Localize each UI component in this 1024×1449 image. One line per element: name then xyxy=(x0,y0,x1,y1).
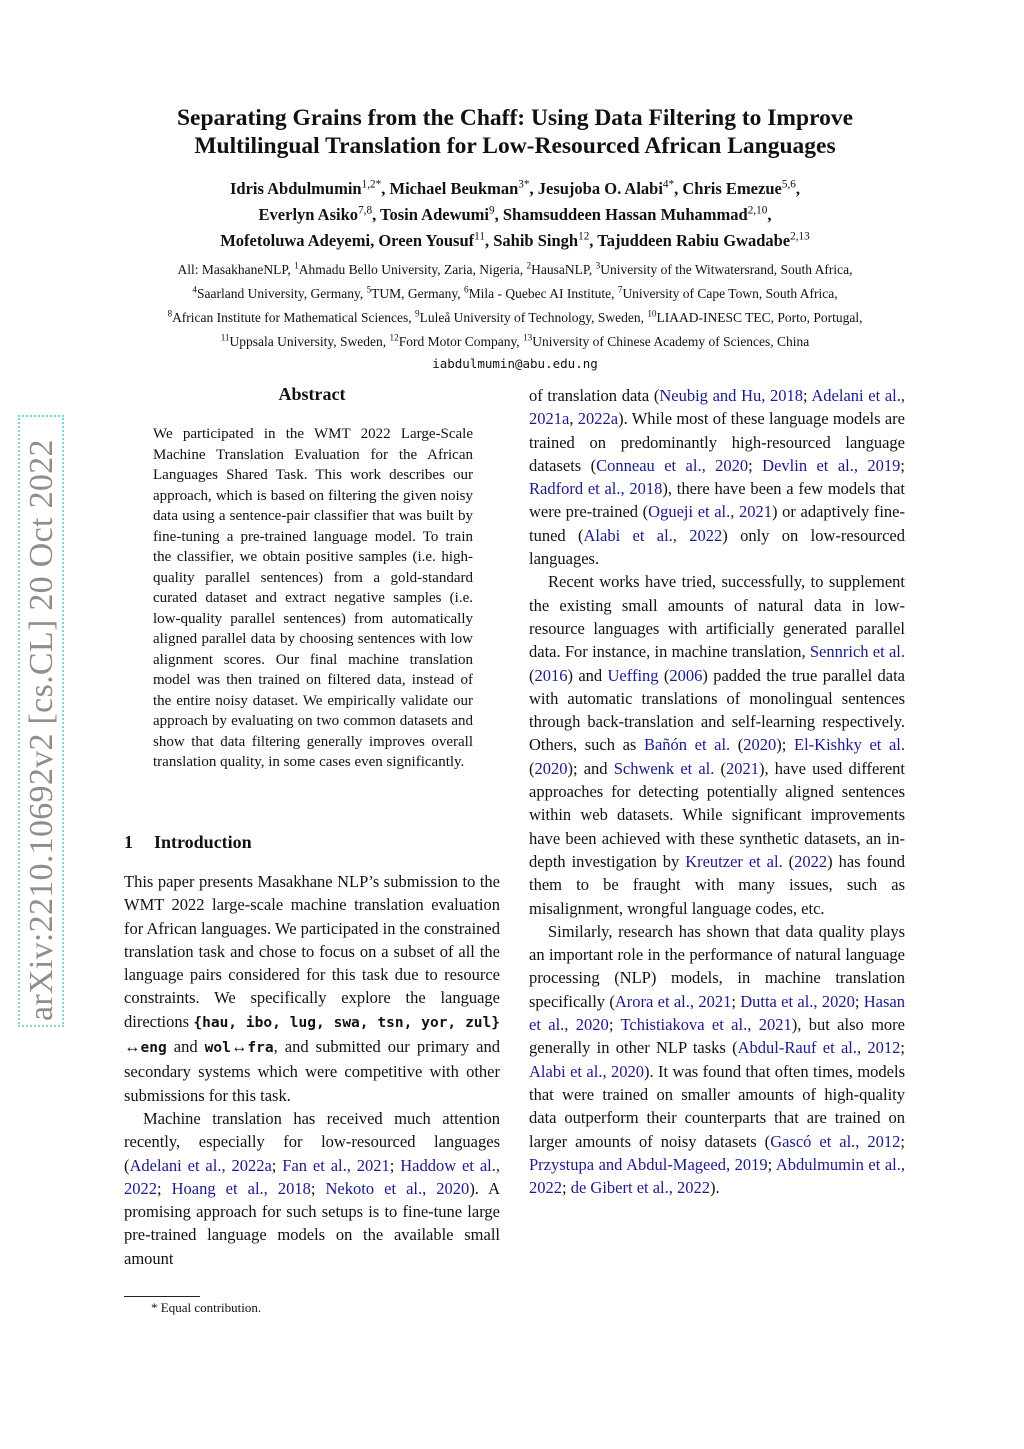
citation-year[interactable]: 2021 xyxy=(726,758,760,778)
citation-link[interactable]: Hasan et al., 2020 xyxy=(529,991,905,1035)
citation-link[interactable]: Abdulmumin et al., 2022 xyxy=(529,1154,905,1198)
citation-link[interactable]: Przystupa and Abdul-Mageed, 2019 xyxy=(529,1154,768,1174)
citation-link[interactable]: Alabi et al., 2020 xyxy=(529,1061,644,1081)
affiliations: All: MasakhaneNLP, $^1$Ahmadu Bello University, Zaria, Nigeria, $^2$HausaNLP, $^3$University of the Witwatersrand, South Africa, $^4$Saarland University, Germany, $^5$TUM, Germany, $^6$Mila - Quebec AI Institute, $^7$University of Cape Town, South Africa, $^8$African Institute for Mathematical Sciences, $^9$Luleå University of Technology, Sweden, $^{10}$LIAAD-INESC TEC, Porto, Portugal, $^{11}$Uppsala University, Sweden, $^{12}$Ford Motor Company, $^{13}$University of Chinese Academy of Sciences, China xyxy=(167,260,863,349)
title-line-2: Multilingual Translation for Low-Resourced African Languages xyxy=(194,133,836,159)
citation-link[interactable]: Dutta et al., 2020 xyxy=(740,991,855,1011)
citation-link[interactable]: Bañón et al. xyxy=(643,735,731,755)
paper-title xyxy=(100,104,930,160)
author-name: Mofetoluwa Adeyemi xyxy=(220,231,371,250)
citation-link[interactable]: Devlin et al., 2019 xyxy=(762,455,901,475)
citation-link[interactable]: Radford et al., 2018 xyxy=(529,479,663,499)
citation-link[interactable]: de Gibert et al., 2022 xyxy=(570,1178,711,1198)
author-name: Tosin Adewumi xyxy=(380,205,489,224)
footnote: * Equal contribution. xyxy=(151,1300,262,1315)
right-paragraph-1: of translation data (Neubig and Hu, 2018; Adelani et al., 2021a, 2022a). While most of these language models are trained on predominantly high-resourced language datasets (Conneau et al., 2020; Devlin et al., 2019; Radford et al., 2018), there have been a few models that were pre-trained (Ogueji et al., 2021) or adaptively fine-tuned (Alabi et al., 2022) only on low-resourced languages. xyxy=(529,386,906,569)
arxiv-stamp[interactable]: arXiv:2210.10692v2 [cs.CL] 20 Oct 2022 xyxy=(23,439,60,1021)
title-line-1: Separating Grains from the Chaff: Using Data Filtering to Improve xyxy=(176,105,853,131)
author-name: Shamsuddeen Hassan Muhammad xyxy=(502,205,748,224)
citation-year[interactable]: 2016 xyxy=(534,665,568,685)
citation-link[interactable]: Adelani et al., 2022a xyxy=(129,1155,272,1175)
abstract-heading: Abstract xyxy=(278,384,346,404)
author-name: Oreen Yousuf xyxy=(378,231,475,250)
citation-link[interactable]: Arora et al., 2021 xyxy=(614,991,732,1011)
section-heading: 1 Introduction xyxy=(124,832,252,852)
citation-link[interactable]: Schwenk et al. xyxy=(613,758,715,778)
citation-link[interactable]: Nekoto et al., 2020 xyxy=(325,1178,470,1198)
intro-paragraph-1: This paper presents Masakhane NLP’s submission to the WMT 2022 large-scale machine translation evaluation for African languages. We participated in the constrained translation task and chose to focus on a subset of all the language pairs considered for this task due to resource constraints. We specifically explore the language directions {hau, ibo, lug, swa, tsn, yor, zul}↔eng and wol↔fra, and submitted our primary and secondary systems which were competitive with other submissions for this task. xyxy=(124,872,500,1105)
citation-link[interactable]: Tchistiakova et al., 2021 xyxy=(620,1015,792,1035)
citation-link[interactable]: 2022a xyxy=(577,409,619,429)
intro-paragraph-2: Machine translation has received much attention recently, especially for low-resourced languages (Adelani et al., 2022a; Fan et al., 2021; Haddow et al., 2022; Hoang et al., 2018; Nekoto et al., 2020). A promising approach for such setups is to fine-tune large pre-trained language models on the available small amount xyxy=(124,1108,500,1268)
author-list: Idris Abdulmumin$^{1,2*}$, Michael Beukman$^{3*}$, Jesujoba O. Alabi$^{4*}$, Chris Emezue$^{5,6}$, Everlyn Asiko$^{7,8}$, Tosin Adewumi$^9$, Shamsuddeen Hassan Muhammad$^{2,10}$, Mofetoluwa Adeyemi, Oreen Yousuf$^{11}$, Sahib Singh$^{12}$, Tajuddeen Rabiu Gwadabe$^{2,13}$ xyxy=(220,178,810,250)
right-paragraph-2: Recent works have tried, successfully, to supplement the existing small amounts of natural data in low-resource languages with artificially generated parallel data. For instance, in machine translation, Sennrich et al. (2016) and Ueffing (2006) padded the true parallel data with automatic translations of monolingual sentences through back-translation and self-learning respectively. Others, such as Bañón et al. (2020); El-Kishky et al. (2020); and Schwenk et al. (2021), have used different approaches for detecting potentially aligned sentences within web datasets. While significant improvements have been achieved with these synthetic datasets, an in-depth investigation by Kreutzer et al. (2022) has found them to be fraught with many issues, such as misalignment, wrongful language codes, etc. xyxy=(529,572,905,918)
citation-link[interactable]: Ogueji et al., 2021 xyxy=(648,502,773,522)
citation-year[interactable]: 2020 xyxy=(743,735,777,755)
left-column-body xyxy=(124,870,500,1270)
citation-year[interactable]: 2022 xyxy=(794,851,828,871)
citation-link[interactable]: Fan et al., 2021 xyxy=(282,1155,390,1175)
footnote-divider xyxy=(124,1296,200,1297)
citation-link[interactable]: Conneau et al., 2020 xyxy=(596,455,749,475)
citation-link[interactable]: Hoang et al., 2018 xyxy=(171,1178,311,1198)
citation-year[interactable]: 2006 xyxy=(669,665,703,685)
citation-link[interactable]: Gascó et al., 2012 xyxy=(770,1131,901,1151)
citation-link[interactable]: Adelani et al., 2021a xyxy=(529,386,905,429)
citation-link[interactable]: Neubig and Hu, 2018 xyxy=(659,386,804,405)
citation-link[interactable]: El-Kishky et al. xyxy=(794,735,905,755)
right-paragraph-3: Similarly, research has shown that data quality plays an important role in the performance of natural language processing (NLP) models, in machine translation specifically (Arora et al., 2021; Dutta et al., 2020; Hasan et al., 2020; Tchistiakova et al., 2021), but also more generally in other NLP tasks (Abdul-Rauf et al., 2012; Alabi et al., 2020). It was found that often times, models that were trained on smaller amounts of high-quality data outperform their counterparts that are trained on larger amounts of noisy datasets (Gascó et al., 2012; Przystupa and Abdul-Mageed, 2019; Abdulmumin et al., 2022; de Gibert et al., 2022). xyxy=(529,921,906,1198)
citation-link[interactable]: Abdul-Rauf et al., 2012 xyxy=(737,1038,901,1058)
citation-year[interactable]: 2020 xyxy=(534,758,568,778)
citation-link[interactable]: Ueffing xyxy=(607,665,659,685)
citation-link[interactable]: Sennrich et al. xyxy=(809,642,905,662)
citation-link[interactable]: Alabi et al., 2022 xyxy=(583,525,723,545)
right-column-body xyxy=(529,384,905,1199)
author-name: Jesujoba O. Alabi xyxy=(537,179,663,198)
author-name: Michael Beukman xyxy=(389,179,519,198)
author-name: Idris Abdulmumin xyxy=(230,179,362,198)
author-name: Tajuddeen Rabiu Gwadabe xyxy=(597,231,791,250)
abstract-text: We participated in the WMT 2022 Large-Scale Machine Translation Evaluation for the African Languages Shared Task. This work describes our approach, which is based on filtering the given noisy data using a sentence-pair classifier that was built by fine-tuning a pre-trained language model. To train the classifier, we obtain positive samples (i.e. high-quality parallel sentences) from a gold-standard curated dataset and extract negative samples (i.e. low-quality parallel sentences) from automatically aligned parallel data by choosing sentences with low alignment scores. Our final machine translation model was then trained on filtered data, instead of the entire noisy dataset. We empirically validate our approach by evaluating on two common datasets and show that data filtering generally improves overall translation quality, in some cases even significantly. xyxy=(153,426,473,770)
citation-link[interactable]: Kreutzer et al. xyxy=(685,851,783,871)
author-name: Chris Emezue xyxy=(682,179,782,198)
contact-email[interactable]: iabdulmumin@abu.edu.ng xyxy=(432,356,598,371)
author-name: Sahib Singh xyxy=(493,231,579,250)
citation-link[interactable]: Haddow et al., 2022 xyxy=(124,1155,500,1198)
author-name: Everlyn Asiko xyxy=(258,205,359,224)
